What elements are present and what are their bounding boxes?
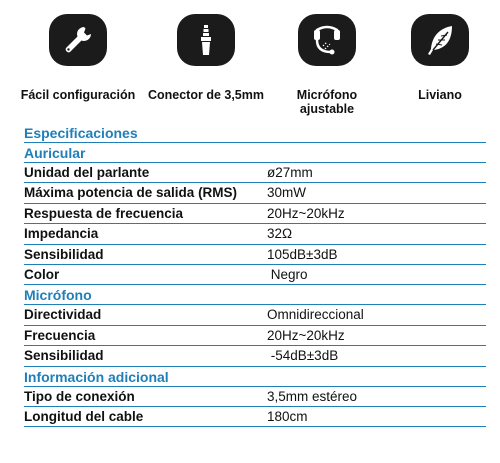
- feature-lightweight: [390, 14, 490, 102]
- feature-label-line: Micrófono: [296, 88, 358, 102]
- table-row: [24, 163, 486, 183]
- spec-label: Frecuencia: [24, 327, 96, 343]
- headset-mic-icon: [298, 14, 356, 66]
- spec-label: Unidad del parlante: [24, 165, 150, 180]
- table-row: [24, 265, 486, 285]
- feature-label: Liviano: [418, 88, 462, 102]
- spec-label: Directividad: [24, 307, 102, 323]
- feature-label: Conector de 3,5mm: [147, 88, 264, 102]
- section-microfono-title: Micrófono: [24, 285, 486, 305]
- spec-label: Respuesta de frecuencia: [24, 205, 184, 221]
- spec-value: 20Hz~20kHz: [267, 327, 345, 343]
- spec-value: -54dB±3dB: [267, 348, 339, 364]
- feature-adjustable-mic: [272, 14, 382, 116]
- table-row: [24, 245, 486, 265]
- spec-value: 32Ω: [267, 226, 293, 242]
- spec-label: Sensibilidad: [24, 348, 104, 364]
- specifications-table: [24, 123, 486, 427]
- spec-value: 180cm: [267, 408, 308, 424]
- spec-value: Negro: [267, 266, 308, 282]
- table-row: [24, 326, 486, 346]
- feature-label: Fácil configuración: [20, 88, 136, 102]
- table-row: [24, 204, 486, 224]
- audio-jack-icon: [177, 14, 235, 66]
- feature-connector: [146, 14, 266, 102]
- table-row: [24, 224, 486, 244]
- spec-value: 30mW: [267, 185, 307, 201]
- table-row: [24, 305, 486, 325]
- table-row: [24, 346, 486, 366]
- spec-value: ø27mm: [267, 165, 313, 180]
- spec-value: 20Hz~20kHz: [267, 205, 345, 221]
- spec-label: Máxima potencia de salida (RMS): [24, 185, 238, 201]
- spec-value: Omnidireccional: [267, 307, 364, 323]
- spec-label: Tipo de conexión: [24, 388, 135, 404]
- wrench-icon: [49, 14, 107, 66]
- table-row: [24, 183, 486, 203]
- spec-label: Longitud del cable: [24, 408, 144, 424]
- table-row: [24, 387, 486, 407]
- spec-value: 105dB±3dB: [267, 246, 338, 262]
- feature-icons: [0, 0, 500, 118]
- spec-value: 3,5mm estéreo: [267, 388, 358, 404]
- section-auricular-title: Auricular: [24, 143, 486, 163]
- feature-label: [272, 88, 382, 116]
- spec-label: Impedancia: [24, 226, 99, 242]
- feature-label-line: ajustable: [299, 102, 355, 116]
- spec-label: Sensibilidad: [24, 246, 104, 262]
- section-adicional-title: Información adicional: [24, 367, 486, 387]
- feature-easy-setup: [18, 14, 138, 102]
- specs-title: Especificaciones: [24, 123, 486, 143]
- spec-label: Color: [24, 266, 60, 282]
- table-row: [24, 407, 486, 427]
- feather-icon: [411, 14, 469, 66]
